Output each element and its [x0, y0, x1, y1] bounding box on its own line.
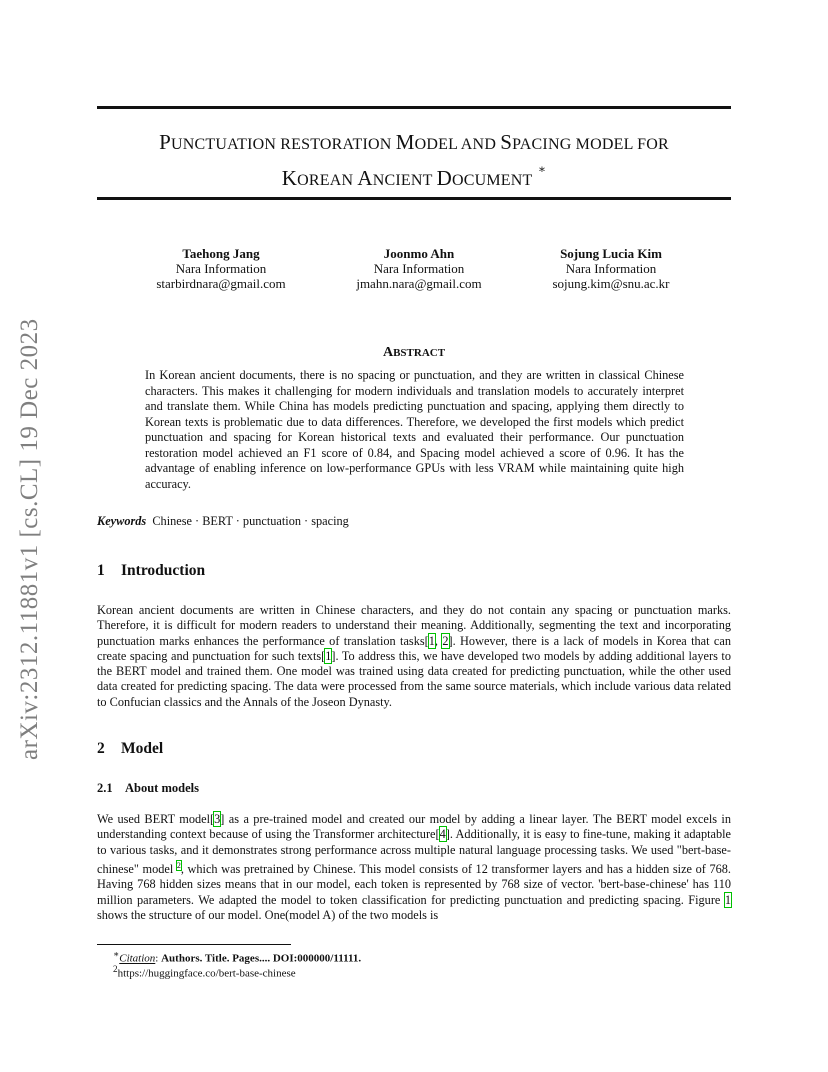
footnote-link[interactable]: 2 — [176, 860, 181, 870]
title-line-2: KOREAN ANCIENT DOCUMENT ∗ — [281, 162, 547, 190]
author-name: Taehong Jang — [182, 246, 260, 261]
title-bottom-rule — [97, 197, 731, 200]
title-top-rule — [97, 106, 731, 109]
citation-link[interactable]: 4 — [439, 827, 446, 842]
subsection-heading-about-models: 2.1 About models — [97, 781, 199, 795]
abstract-heading: ABSTRACT — [382, 345, 446, 360]
author-affiliation: Nara Information — [565, 261, 657, 276]
author-2 — [319, 246, 519, 291]
citation-link[interactable]: 1 — [428, 633, 435, 648]
citation-link[interactable]: 2 — [442, 633, 449, 648]
citation-link[interactable]: 3 — [214, 812, 221, 826]
citation-label: Citation — [119, 952, 156, 965]
figure-link[interactable]: 1 — [724, 892, 731, 907]
author-email[interactable]: jmahn.nara@gmail.com — [356, 276, 482, 291]
author-1 — [121, 246, 321, 291]
footnote-url[interactable]: https://huggingface.co/bert-base-chinese — [117, 967, 296, 980]
author-email[interactable]: starbirdnara@gmail.com — [156, 276, 286, 291]
arxiv-stamp: arXiv:2312.11881v1 [cs.CL] 19 Dec 2023 — [16, 318, 43, 760]
title-footnote-mark[interactable]: ∗ — [537, 162, 547, 176]
keywords-items: Chinese · BERT · punctuation · spacing — [152, 514, 349, 528]
section-heading-model: 2 Model — [97, 740, 164, 757]
keywords-label: Keywords — [97, 514, 147, 528]
citation-link[interactable]: 1 — [325, 648, 332, 663]
author-3 — [511, 246, 711, 291]
section-heading-introduction: 1 Introduction — [97, 562, 206, 579]
author-affiliation: Nara Information — [373, 261, 465, 276]
author-email[interactable]: sojung.kim@snu.ac.kr — [552, 276, 670, 291]
author-name: Sojung Lucia Kim — [560, 246, 662, 261]
author-block — [97, 246, 731, 296]
author-name: Joonmo Ahn — [383, 246, 455, 261]
footnote-1: ∗Citation: Authors. Title. Pages.... DOI:000000/11111. — [113, 949, 362, 965]
abstract-text: In Korean ancient documents, there is no spacing or punctuation, and they are written in classical Chinese characters. This makes it challenging for modern individuals and translation models to accurately interpret and translate them. While China has models predicting punctuation and spacing, applying them directly to Korean texts is problematic due to data differences. Therefore, we developed the first models which predict punctuation and spacing for Korean historical texts and evaluated their performance. Our punctuation restoration model achieved an F1 score of 0.84, and Spacing model achieved a score of 0.96. It has the advantage of enabling inference on low-performance GPUs with less VRAM while maintaining quite high accuracy. — [145, 368, 684, 491]
introduction-paragraph: Korean ancient documents are written in Chinese characters, and they do not contain any spacing or punctuation marks. Therefore, it is difficult for modern readers to understand their meaning. Additionally, segmenting the text and incorporating punctuation marks enhances the performance of translation tasks[1, 2]. However, there is a lack of models in Korea that can create spacing and punctuation for such texts[1]. To address this, we have developed two models by adding additional layers to the BERT model and trained them. One model was trained using data created for predicting punctuation, while the other used data created for predicting spacing. The data were processed from the same source materials, which include various data related to Confucian classics and the Annals of the Joseon Dynasty. — [97, 603, 731, 709]
footnote-rule — [97, 944, 291, 945]
model-paragraph: We used BERT model[3] as a pre-trained model and created our model by adding a linear layer. The BERT model excels in understanding context because of using the Transformer architecture[4]. Additionally, it is easy to fine-tune, making it adaptable to various tasks, and it demonstrates strong performance across multiple natural language processing tasks. We used "bert-base-chinese" model $^2$, which was pretrained by Chinese. This model consists of 12 transformer layers and has a hidden size of 768. Having 768 hidden sizes means that in our model, each token is represented by 768 size of vector. 'bert-base-chinese' has 110 million parameters. We adapted the model to token classification for predicting punctuation and predicting spacing. Figure 1 shows the structure of our model. One(model A) of the two models is — [97, 812, 731, 922]
footnote-2: $^2$https://huggingface.co/bert-base-chinese — [113, 964, 296, 980]
paper-title — [97, 128, 731, 195]
title-line-1: PUNCTUATION RESTORATION MODEL AND SPACING MODEL FOR — [159, 130, 669, 154]
author-affiliation: Nara Information — [175, 261, 267, 276]
keywords-line — [97, 514, 349, 529]
